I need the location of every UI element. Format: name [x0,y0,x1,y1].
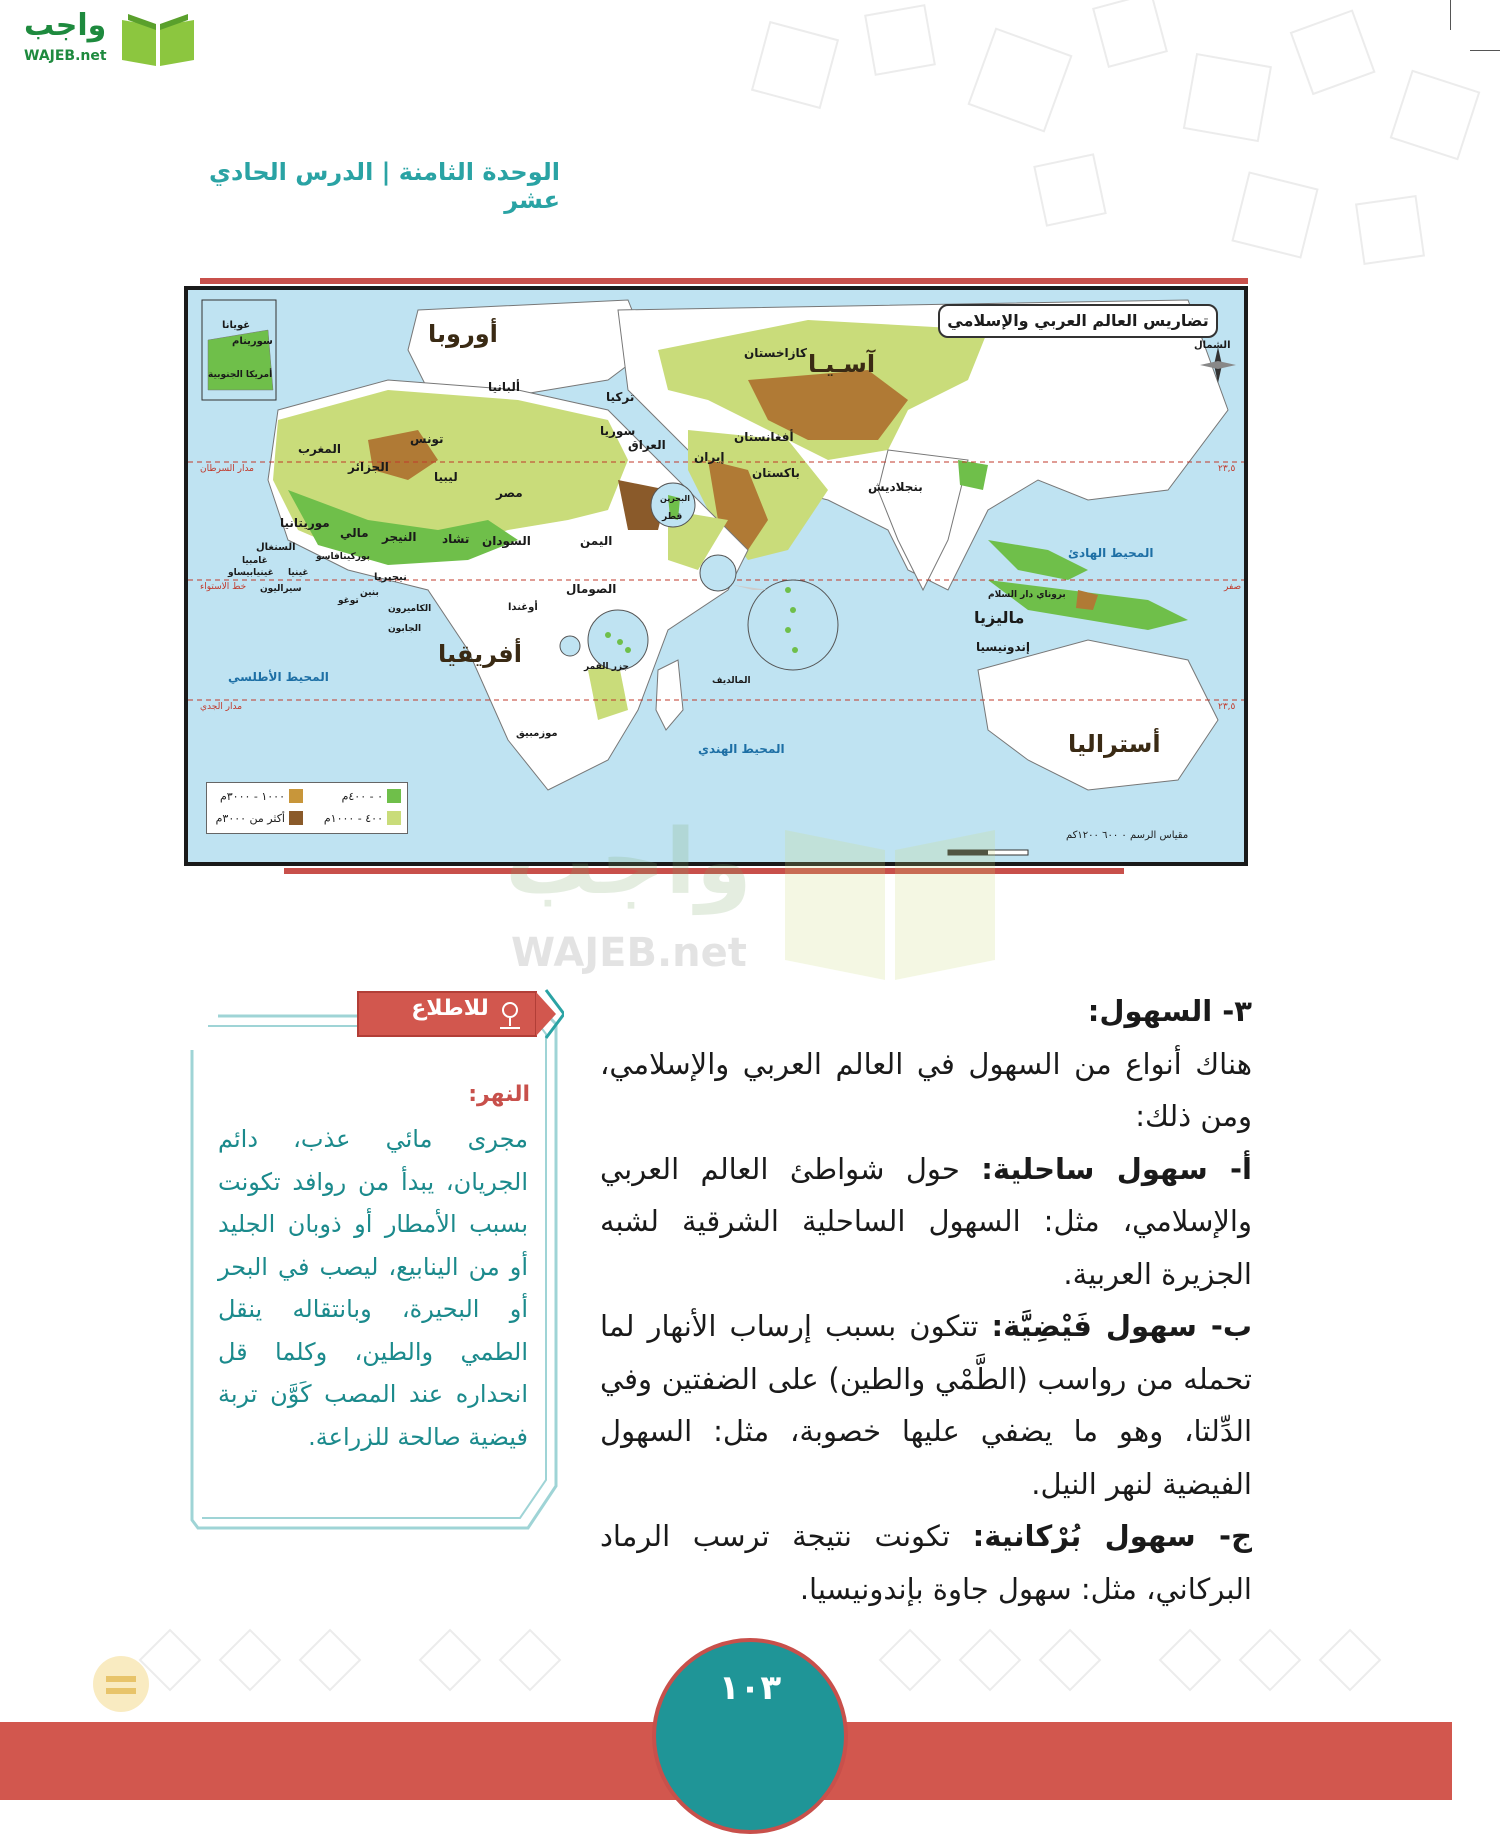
plain-term: ج- سهول بُرْكانية: [972,1519,1252,1553]
label-benin: بنين [360,588,379,598]
label-lat-zero: صفر [1224,582,1242,592]
label-syria: سوريا [600,424,636,438]
label-pacific: المحيط الهادئ [1068,546,1154,560]
label-tunisia: تونس [410,432,444,446]
label-indonesia: إندونيسيا [976,640,1031,654]
legend-label: أكثر من ٣٠٠٠م [215,811,285,825]
label-kazakhstan: كازاخستان [744,346,808,360]
wajeb-logo [10,6,200,66]
label-lat-north: ٢٣,٥ [1218,464,1236,474]
label-nigeria: نيجيريا [374,572,407,583]
label-malaysia: ماليزيا [974,608,1025,627]
label-egypt: مصر [496,486,523,500]
watermark-book-icon [775,810,1005,980]
label-chad: تشاد [442,532,470,546]
label-tropic-capricorn: مدار الجدي [200,702,243,712]
crop-mark [1470,50,1500,51]
label-albania: ألبانيا [488,380,520,394]
label-sierra-leone: سيراليون [260,584,302,594]
decorative-icon [86,1640,156,1720]
label-maldives: المالديف [712,676,751,686]
label-mozambique: موزمبيق [516,728,558,739]
label-africa: أفريقيا [438,640,522,668]
label-brunei: بروناي دار السلام [988,590,1066,600]
info-title: النهر: [468,1082,530,1107]
label-qatar: قطر [662,512,683,522]
book-icon [118,12,198,68]
label-bangladesh: بنجلاديش [868,480,923,494]
plain-item [600,1300,1252,1510]
map-title: تضاريس العالم العربي والإسلامي [938,304,1218,338]
label-tropic-cancer: مدار السرطان [200,464,255,474]
label-equator: خط الاستواء [200,582,247,592]
relief-bangladesh [958,460,988,490]
label-iran: إيران [694,450,725,464]
label-yemen: اليمن [580,534,613,548]
label-europe: أوروبا [428,320,498,348]
relief-map [184,286,1248,866]
intro-paragraph: هناك أنواع من السهول في العالم العربي والإسلامي، ومن ذلك: [600,1046,1252,1133]
watermark-english: WAJEB.net [511,930,747,976]
label-guinea: غينيا [288,568,309,578]
label-sudan: السودان [482,534,531,548]
legend-item [324,811,401,825]
map-scale: مقياس الرسم ٠ ٦٠٠ ١٢٠٠كم [1066,830,1189,841]
plain-term: أ- سهول ساحلية: [981,1151,1252,1186]
label-guinea-bissau: غينيابيساو [228,568,274,578]
page-number: ١٠٣ [718,1668,782,1708]
label-niger: النيجر [382,530,417,544]
inset-label-guyana: غويانا [222,320,251,331]
legend-swatch [289,789,303,803]
label-lat-south: ٢٣,٥ [1218,702,1236,712]
legend-label: ٤٠٠ - ١٠٠٠م [323,811,383,825]
label-mali: مالي [340,526,369,540]
page-number-badge [650,1636,850,1836]
label-togo: توغو [338,596,359,606]
legend-item [216,811,303,825]
plain-item [600,1143,1252,1301]
background-pattern [720,0,1500,300]
plain-text: تكونت نتيجة ترسب الرماد البركاني، مثل: سهول جاوة بإندونيسيا. [600,1519,1252,1606]
legend-swatch [289,811,303,825]
legend-swatch [387,811,401,825]
north-label: الشمال [1194,340,1231,351]
label-senegal: السنغال [256,542,296,553]
label-gabon: الجابون [388,624,422,634]
info-text: مجرى مائي عذب، دائم الجريان، يبدأ من روافد تكونت بسبب الأمطار أو ذوبان الجليد أو من الينابيع، ليصب في البحر أو البحيرة، وبانتقاله ينقل الطمي والطين، وكلما قل انحداره عند المصب كَوَّن تربة فيضية صالحة للزراعة. [218,1125,528,1451]
landmass-madagascar [656,660,683,730]
logo-english: WAJEB.net [24,48,107,64]
label-cameroon: الكاميرون [388,604,432,614]
map-top-bar [200,278,1248,284]
map-drawing [188,290,1248,866]
lesson-header: الوحدة الثامنة | الدرس الحادي عشر [209,158,560,214]
watermark [505,810,1005,990]
landmass-australia [978,640,1218,790]
legend-item [220,789,303,803]
main-content [600,985,1252,1615]
crop-mark [1450,0,1451,30]
plain-term: ب- سهول فَيْضِيَّة: [991,1309,1252,1343]
watermark-arabic: واجب [505,810,752,915]
info-ribbon-label: للاطلاع [411,996,489,1021]
inset-label-south-america: أمريكا الجنوبية [208,370,273,380]
label-pakistan: باكستان [752,466,800,480]
label-afghanistan: أفغانستان [734,430,794,444]
label-algeria: الجزائر [348,460,389,474]
label-turkey: تركيا [606,390,635,404]
plain-text: حول شواطئ العالم العربي والإسلامي، مثل: السهول الساحلية الشرقية لشبه الجزيرة العربية. [600,1151,1252,1291]
label-comoros: جزر القمر [584,662,629,672]
legend-swatch [387,789,401,803]
inset-label-suriname: سورينام [232,336,273,347]
legend-label: ١٠٠٠ - ٣٠٠٠م [219,789,285,803]
legend-item [342,789,401,803]
map-legend [206,782,408,834]
label-mauritania: موريتانيا [280,516,330,530]
logo-arabic: واجب [24,8,107,43]
label-libya: ليبيا [434,470,458,484]
label-somalia: الصومال [566,582,617,596]
label-asia: آسـيـا [808,350,876,378]
section-title: ٣- السهول: [1087,994,1252,1028]
label-iraq: العراق [628,438,666,452]
label-atlantic: المحيط الأطلسي [228,670,329,684]
label-australia: أستراليا [1068,730,1161,758]
label-bahrain: البحرين [660,494,690,503]
plain-text: تتكون بسبب إرساب الأنهار لما تحمله من رواسب (الطَّمْي والطين) على الضفتين وفي الدِّلتا، وهو ما يضفي عليها خصوبة، مثل: السهول الفيضية لنهر النيل. [600,1309,1252,1501]
label-burkina: بوركينافاسو [316,552,370,562]
label-indian: المحيط الهندي [698,742,785,756]
label-gambia: غامبيا [242,556,268,566]
legend-label: ٠ - ٤٠٠م [341,789,383,803]
label-morocco: المغرب [298,442,341,456]
label-uganda: أوغندا [508,602,538,613]
